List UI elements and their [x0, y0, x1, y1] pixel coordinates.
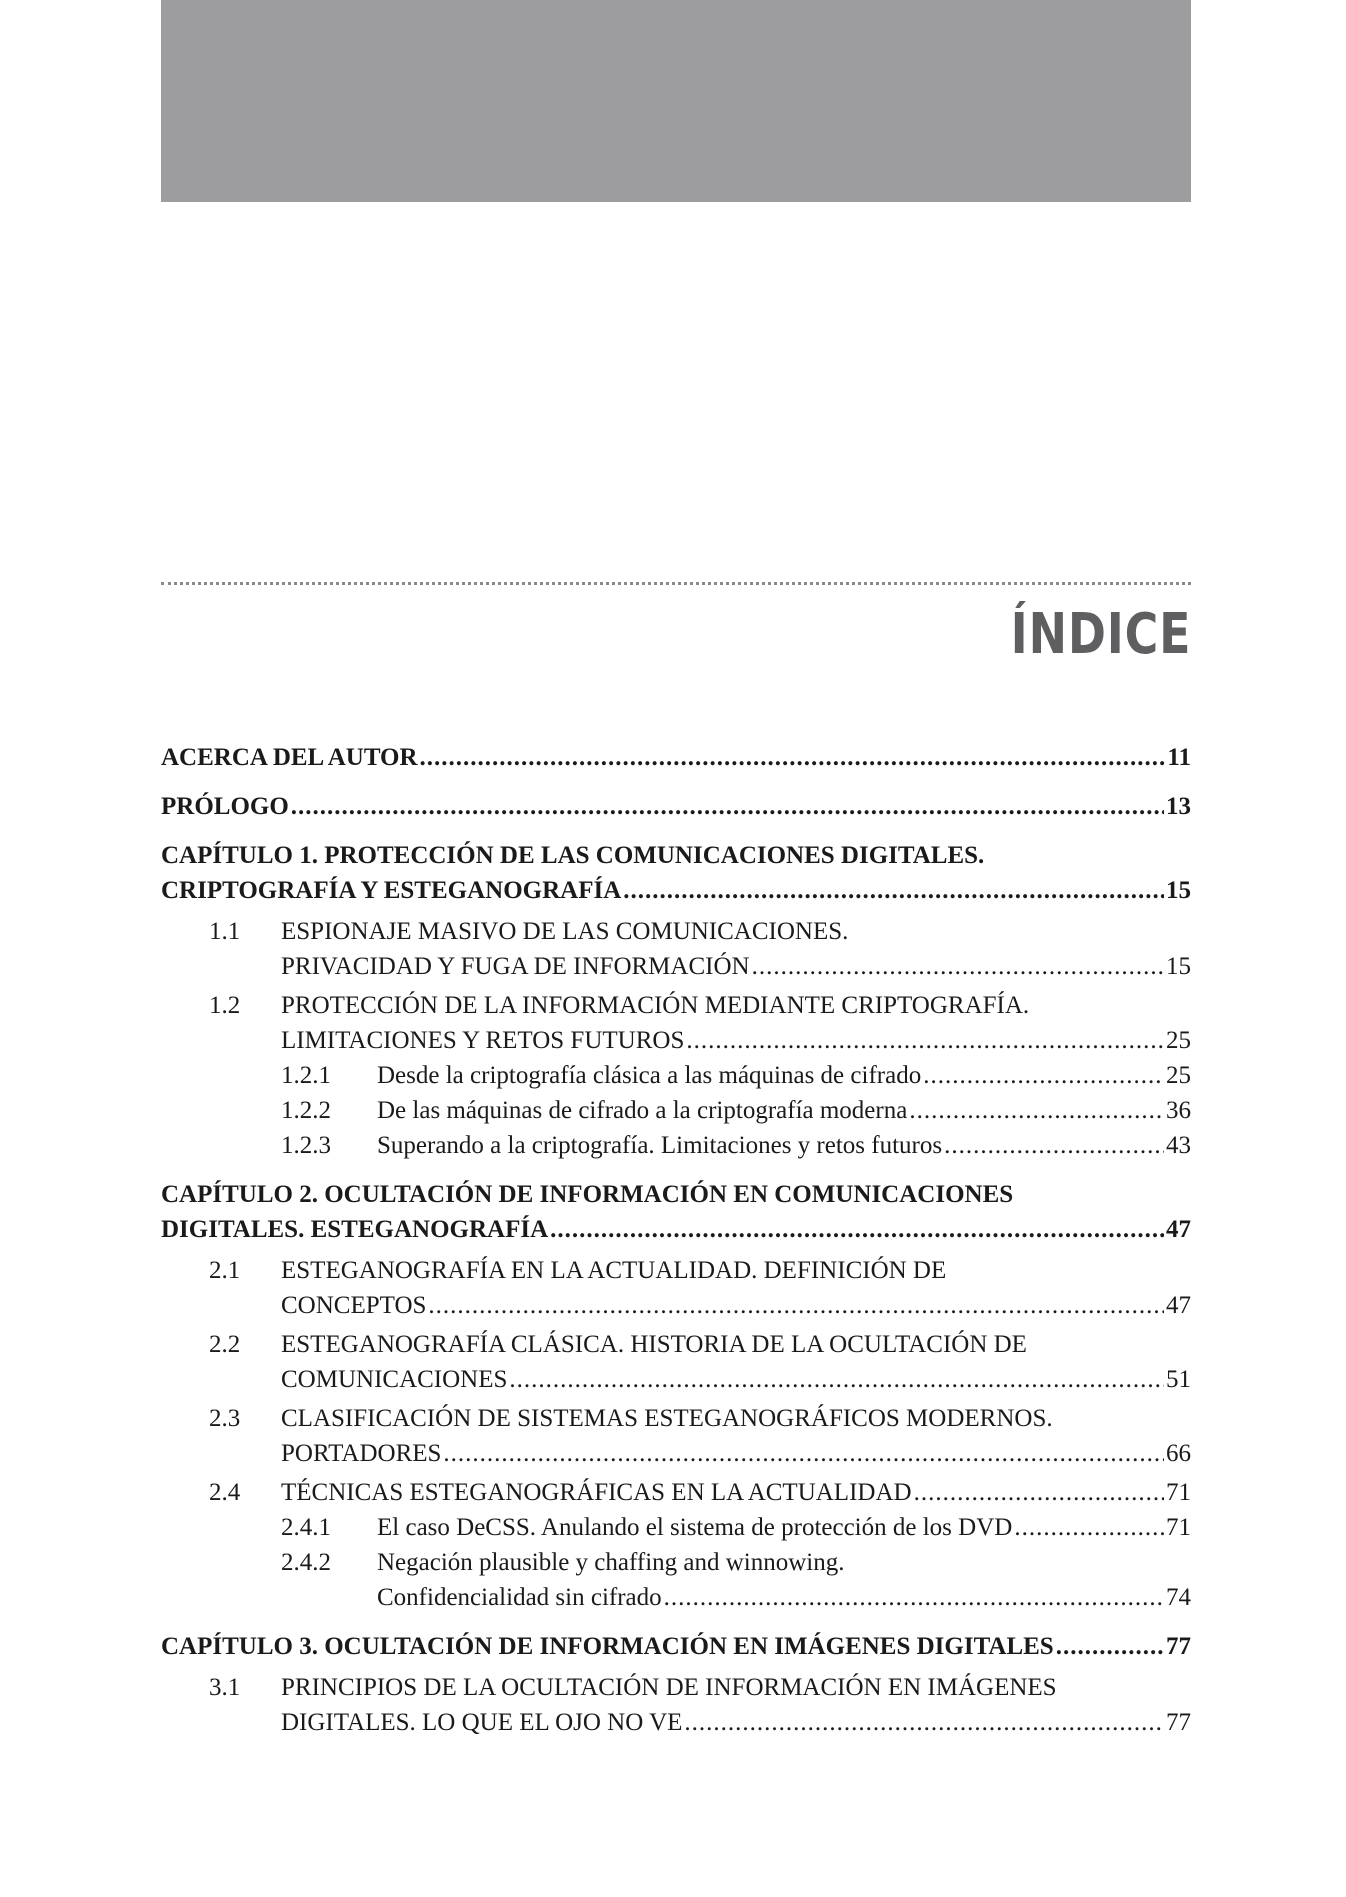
- toc-entry-2-4-2: [281, 1545, 1191, 1615]
- toc-entry-2-3: [161, 1401, 1191, 1471]
- section-number: 2.3: [209, 1405, 241, 1432]
- dot-leader: [909, 1093, 1164, 1128]
- toc-entry-1-2-2: [281, 1093, 1191, 1128]
- toc-entry-title-line1: PRINCIPIOS DE LA OCULTACIÓN DE INFORMACIÓN EN IMÁGENES: [281, 1674, 1057, 1701]
- toc-page-number: 25: [1166, 1062, 1191, 1089]
- dot-leader: [509, 1362, 1164, 1397]
- toc-entry-title-line1: ESTEGANOGRAFÍA CLÁSICA. HISTORIA DE LA OCULTACIÓN DE: [281, 1331, 1027, 1358]
- toc-page-number: 25: [1166, 1027, 1191, 1054]
- toc-page-number: 71: [1166, 1479, 1191, 1506]
- toc-entry-title: El caso DeCSS. Anulando el sistema de protección de los DVD: [377, 1514, 1013, 1541]
- toc-entry-2-2: [161, 1327, 1191, 1397]
- dot-leader: [550, 1212, 1164, 1247]
- toc-page-number: 66: [1166, 1440, 1191, 1467]
- dot-leader: [914, 1475, 1164, 1510]
- toc-entry-chapter-1: [161, 838, 1191, 908]
- dot-leader: [686, 1023, 1164, 1058]
- toc-entry-title: Superando a la criptografía. Limitaciones y retos futuros: [377, 1132, 943, 1159]
- toc-entry-title: De las máquinas de cifrado a la criptografía moderna: [377, 1097, 908, 1124]
- toc-entry-title-line1: PROTECCIÓN DE LA INFORMACIÓN MEDIANTE CRIPTOGRAFÍA.: [281, 992, 1030, 1019]
- toc-entry-1-2-1: [281, 1058, 1191, 1093]
- dot-leader: [664, 1580, 1164, 1615]
- toc-page-number: 51: [1166, 1366, 1191, 1393]
- toc-page-number: 47: [1166, 1216, 1191, 1243]
- section-number: 1.2.1: [281, 1062, 331, 1089]
- toc-entry-title-line2: DIGITALES. ESTEGANOGRAFÍA: [161, 1216, 549, 1243]
- toc-entry-title: ACERCA DEL AUTOR: [161, 744, 418, 771]
- dot-leader: [291, 789, 1164, 824]
- dot-leader: [1014, 1510, 1164, 1545]
- toc-entry-title-line2: CRIPTOGRAFÍA Y ESTEGANOGRAFÍA: [161, 877, 622, 904]
- toc-entry-title: PRÓLOGO: [161, 793, 289, 820]
- toc-entry-title-line2: COMUNICACIONES: [281, 1366, 508, 1393]
- header-band: [161, 0, 1191, 202]
- dot-leader: [944, 1128, 1164, 1163]
- dot-leader: [684, 1705, 1164, 1740]
- dotted-rule: [161, 582, 1191, 585]
- section-number: 1.2.2: [281, 1097, 331, 1124]
- toc-page-number: 11: [1167, 744, 1191, 771]
- toc-entry-title-line2: DIGITALES. LO QUE EL OJO NO VE: [281, 1709, 683, 1736]
- toc-page-number: 77: [1166, 1709, 1191, 1736]
- section-number: 2.1: [209, 1257, 241, 1284]
- toc-entry-title-line2: Confidencialidad sin cifrado: [377, 1584, 662, 1611]
- dot-leader: [428, 1288, 1164, 1323]
- toc-page-number: 77: [1166, 1633, 1191, 1660]
- toc-page-number: 15: [1166, 953, 1191, 980]
- dot-leader: [923, 1058, 1164, 1093]
- toc-entry-2-4: [161, 1475, 1191, 1510]
- dot-leader: [623, 873, 1164, 908]
- dot-leader: [420, 740, 1166, 775]
- toc-entry-3-1: [161, 1670, 1191, 1740]
- toc-entry-about: [161, 740, 1191, 775]
- toc-entry-chapter-2: [161, 1177, 1191, 1247]
- toc-entry-chapter-3: [161, 1629, 1191, 1664]
- section-number: 2.2: [209, 1331, 241, 1358]
- toc-entry-title-line2: PRIVACIDAD Y FUGA DE INFORMACIÓN: [281, 953, 750, 980]
- dot-leader: [752, 949, 1164, 984]
- toc-page-number: 36: [1166, 1097, 1191, 1124]
- toc-entry-1-2-3: [281, 1128, 1191, 1163]
- dot-leader: [1056, 1629, 1164, 1664]
- toc-entry-title-line2: PORTADORES: [281, 1440, 442, 1467]
- toc-entry-title-line1: Negación plausible y chaffing and winnowing.: [377, 1549, 845, 1576]
- toc-entry-title: TÉCNICAS ESTEGANOGRÁFICAS EN LA ACTUALIDAD: [281, 1479, 912, 1506]
- toc-entry-title-line1: ESTEGANOGRAFÍA EN LA ACTUALIDAD. DEFINICIÓN DE: [281, 1257, 947, 1284]
- toc-entry-title-line1: ESPIONAJE MASIVO DE LAS COMUNICACIONES.: [281, 918, 849, 945]
- toc-page-number: 13: [1166, 793, 1191, 820]
- toc-entry-title-line1: CAPÍTULO 1. PROTECCIÓN DE LAS COMUNICACIONES DIGITALES.: [161, 842, 985, 869]
- section-number: 1.2.3: [281, 1132, 331, 1159]
- section-number: 2.4: [209, 1479, 241, 1506]
- toc-entry-title-line1: CLASIFICACIÓN DE SISTEMAS ESTEGANOGRÁFICOS MODERNOS.: [281, 1405, 1053, 1432]
- section-number: 3.1: [209, 1674, 241, 1701]
- toc-page-number: 71: [1166, 1514, 1191, 1541]
- toc-page-number: 15: [1166, 877, 1191, 904]
- toc-entry-title-line2: LIMITACIONES Y RETOS FUTUROS: [281, 1027, 685, 1054]
- table-of-contents: [161, 740, 1191, 1740]
- toc-entry-1-2: [161, 988, 1191, 1058]
- toc-entry-prologue: [161, 789, 1191, 824]
- dot-leader: [443, 1436, 1164, 1471]
- section-number: 1.2: [209, 992, 241, 1019]
- section-number: 1.1: [209, 918, 241, 945]
- toc-page-number: 43: [1166, 1132, 1191, 1159]
- index-title: ÍNDICE: [1010, 602, 1191, 667]
- toc-entry-1-1: [161, 914, 1191, 984]
- section-number: 2.4.2: [281, 1549, 331, 1576]
- toc-entry-2-1: [161, 1253, 1191, 1323]
- toc-entry-title-line1: CAPÍTULO 2. OCULTACIÓN DE INFORMACIÓN EN COMUNICACIONES: [161, 1181, 1014, 1208]
- toc-entry-2-4-1: [281, 1510, 1191, 1545]
- toc-entry-title-line2: CONCEPTOS: [281, 1292, 427, 1319]
- toc-page-number: 47: [1166, 1292, 1191, 1319]
- toc-page-number: 74: [1166, 1584, 1191, 1611]
- toc-entry-title: Desde la criptografía clásica a las máquinas de cifrado: [377, 1062, 922, 1089]
- toc-entry-title: CAPÍTULO 3. OCULTACIÓN DE INFORMACIÓN EN IMÁGENES DIGITALES: [161, 1633, 1054, 1660]
- section-number: 2.4.1: [281, 1514, 331, 1541]
